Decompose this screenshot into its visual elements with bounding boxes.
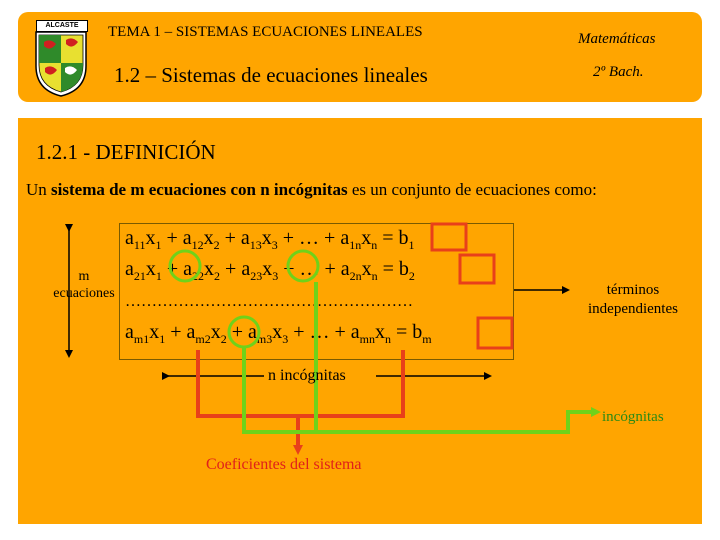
topic-title: TEMA 1 – SISTEMAS ECUACIONES LINEALES <box>108 24 423 40</box>
equation-row-m: $a_{m1}x_1 + a_{m2}x_2 + a_{m3}x_3$ + … + $a_{mn}x_n = b_m$ <box>125 321 432 346</box>
content-panel <box>18 118 702 524</box>
incognitas-label: incógnitas <box>602 409 664 425</box>
coefficient-highlights <box>432 224 512 348</box>
section-heading: 1.2.1 - DEFINICIÓN <box>36 140 216 164</box>
intro-prefix: Un <box>26 180 52 199</box>
n-incognitas-label: n incógnitas <box>268 367 346 384</box>
section-title: 1.2 – Sistemas de ecuaciones lineales <box>114 63 428 87</box>
unknown-highlights <box>170 251 318 347</box>
terminos-independientes-label: términos independientes <box>588 282 678 317</box>
intro-suffix: es un conjunto de ecuaciones como: <box>347 180 597 199</box>
equation-row-2: $a_{21}x_1 + a_{22}x_2 + a_{23}x_3$ + … + $a_{2n}x_n = b_2$ <box>125 258 415 283</box>
incognitas-connector <box>244 348 316 432</box>
m-ecuaciones-label: m ecuaciones <box>53 269 115 301</box>
logo-text: ALCASTE <box>36 20 88 32</box>
school-logo <box>30 16 92 98</box>
course-label: 2º Bach. <box>593 64 644 80</box>
subject-label: Matemáticas <box>578 31 656 47</box>
header-bar <box>18 12 702 102</box>
coeficientes-label: Coeficientes del sistema <box>206 456 362 473</box>
intro-emphasis: sistema de m ecuaciones con n incógnitas <box>51 180 348 199</box>
equation-row-1: $a_{11}x_1 + a_{12}x_2 + a_{13}x_3$ + … + $a_{1n}x_n = b_1$ <box>125 227 415 252</box>
equation-ellipsis-row: ……………………………………………… <box>125 293 413 310</box>
